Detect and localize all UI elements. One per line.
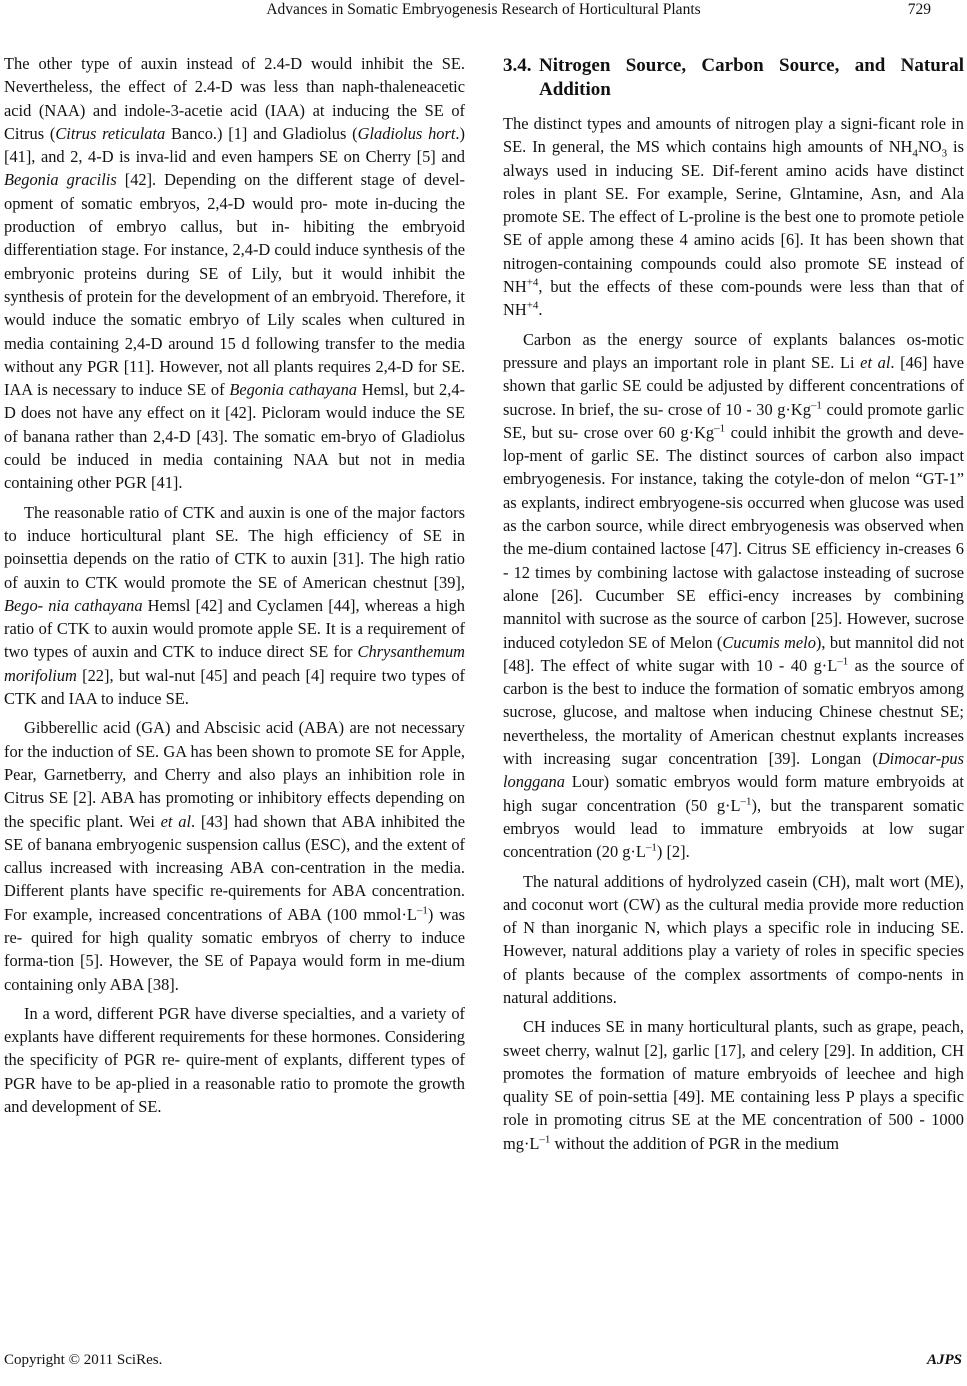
paragraph: CH induces SE in many horticultural plants, such as grape, peach, sweet cherry, walnut [2], garlic [17], and celery [29]. In addition, CH promotes the formation of mature embryoids of leechee and high quality SE of poin-settia [49]. ME containing less P plays a specific role in promoting citrus SE at the ME concentration of 500 - 1000 $mg\cdot L^{-1}$ without the addition of PGR in the medium [503,1017,964,1153]
paragraph: Gibberellic acid (GA) and Abscisic acid (ABA) are not necessary for the induction of SE. GA has been shown to promote SE for Apple, Pear, Garnetberry, and Cherry and also plays an inhibition role in Citrus SE [2]. ABA has promoting or inhibitory effects depending on the specific plant. Wei et al. [43] had shown that ABA inhibited the SE of banana embryogenic suspension callus (ESC), and the extent of callus increased with increasing ABA con-centration in the media. Different plants have specific re-quirements for ABA concentration. For example, increased concentrations of ABA (100 $mmol\cdot L^{-1}$) was re- quired for high quality somatic embryos of cherry to induce forma-tion [5]. However, the SE of Papaya would form in me-dium containing only ABA [38]. [4,718,465,994]
paragraph: The distinct types and amounts of nitrogen play a signi-ficant role in SE. In general, the MS which contains high amounts of $NH_4NO_3$ is always used in inducing SE. Dif-ferent amino acids have distinct roles in plant SE. For example, Serine, Glntamine, Asn, and Ala promote SE. The effect of L-proline is the best one to promote petiole SE of apple among these 4 amino acids [6]. It has been shown that nitrogen-containing compounds could also promote SE instead of $NH^{+4}$, but the effects of these com-pounds were less than that of $NH^{+4}$. [503,114,964,320]
section-number: 3.4. [503,55,532,76]
paragraph: The other type of auxin instead of 2.4-D would inhibit the SE. Nevertheless, the effect of 2.4-D was less than naph-thaleneacetic acid (NAA) and indole-3-acetie acid (IAA) at inducing the SE of Citrus (Citrus reticulata Banco.) [1] and Gladiolus (Gladiolus hort.) [41], and 2, 4-D is inva-lid and even hampers SE on Cherry [5] and Begonia gracilis [42]. Depending on the different stage of devel-opment of somatic embryos, 2,4-D would pro- mote in-ducing the production of embryo callus, but in- hibiting the embryoid differentiation stage. For instance, 2,4-D could induce synthesis of the embryonic proteins during SE of Lily, but it would inhibit the synthesis of protein for the development of an embryoid. Therefore, it would induce the somatic embryo of Lily scales when cultured in media containing 2,4-D around 15 d following transfer to the media without any PGR [11]. However, not all plants requires 2,4-D for SE. IAA is necessary to induce SE of Begonia cathayana Hemsl, but 2,4-D does not have any effect on it [42]. Picloram would induce the SE of banana rather than 2,4-D [43]. The somatic em-bryo of Gladiolus could be induced in media containing NAA but not in media containing other PGR [41]. [4,54,466,493]
left-column [4,52,465,1124]
journal-name: AJPS [926,1352,962,1368]
paragraph: The natural additions of hydrolyzed casein (CH), malt wort (ME), and coconut wort (CW) as the cultural media provide more reduction of N than inorganic N, which plays a specific role in inducing SE. However, natural additions play a variety of roles in specific species of plants because of the complex assortments of compo-nents in natural additions. [503,871,964,1007]
section-heading [503,54,964,102]
running-title: Advances in Somatic Embryogenesis Research of Horticultural Plants [266,1,701,18]
paragraph: The reasonable ratio of CTK and auxin is one of the major factors to induce horticultural plant SE. The high efficiency of SE in poinsettia depends on the ratio of CTK to auxin [31]. The high ratio of auxin to CTK would promote the SE of American chestnut [39], Bego- nia cathayana Hemsl [42] and Cyclamen [44], whereas a high ratio of CTK to auxin would promote apple SE. It is a requirement of two types of auxin and CTK to induce direct SE for Chrysanthemum morifolium [22], but wal-nut [45] and peach [4] require two types of CTK and IAA to induce SE. [4,502,465,709]
paragraph: In a word, different PGR have diverse specialties, and a variety of explants have different requirements for these hormones. Considering the specificity of PGR re- quire-ment of explants, different types of PGR have to be ap-plied in a reasonable ratio to promote the growth and development of SE. [4,1003,465,1117]
copyright-notice: Copyright © 2011 SciRes. [4,1352,163,1368]
page-number: 729 [907,1,931,18]
paragraph: Carbon as the energy source of explants balances os-motic pressure and plays an important role in plant SE. Li et al. [46] have shown that garlic SE could be adjusted by different concentrations of sucrose. In brief, the su- crose of 10 - 30 $g\cdot Kg^{-1}$ could promote garlic SE, but su- crose over 60 $g\cdot Kg^{-1}$ could inhibit the growth and deve- lop-ment of garlic SE. The distinct sources of carbon also impact embryogenesis. For instance, taking the cotyle-don of melon “GT-1” as explants, indirect embryogene-sis occurred when glucose was used as the carbon source, while direct embryogenesis was observed when the me-dium contained lactose [47]. Citrus SE efficiency in-creases 6 - 12 times by combining lactose with galactose insteading of sucrose alone [26]. Cucumber SE effici-ency increases by combining mannitol with sucrose as the source of carbon [25]. However, sucrose induced cotyledon SE of Melon (Cucumis melo), but mannitol did not [48]. The effect of white sugar with 10 - 40 $g\cdot L^{-1}$ as the source of carbon is the best to induce the formation of somatic embryos among sucrose, glucose, and maltose when inducing Chinese chestnut SE; nevertheless, the mortality of American chestnut explants increases with increasing sugar concentration [39]. Longan (Dimocar-pus longgana Lour) somatic embryos would form mature embryoids at high sugar concentration (50 $g\cdot L^{-1}$), but the transparent somatic embryos would lead to immature embryoids at low sugar concentration (20 $g\cdot L^{-1}$) [2]. [503,329,964,862]
running-header [0,0,967,24]
section-title: Nitrogen Source, Carbon Source, and Natural Addition [539,55,964,100]
right-column [503,52,964,1161]
